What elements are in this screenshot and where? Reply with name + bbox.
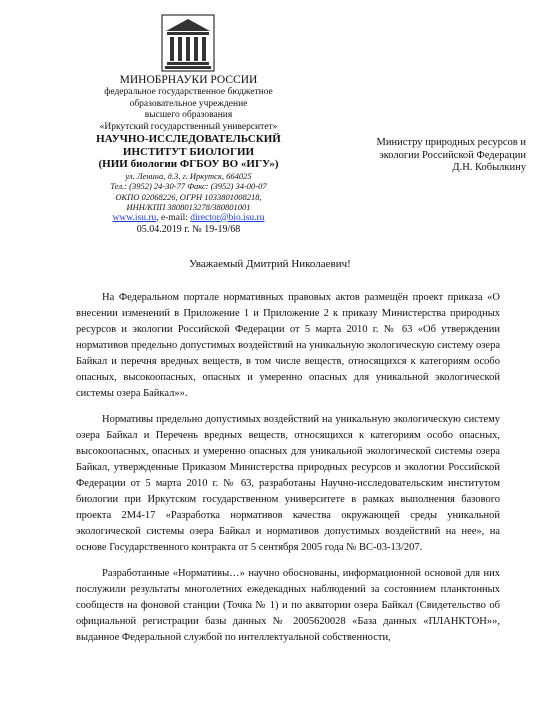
recipient-line-2: экологии Российской Федерации: [379, 149, 526, 161]
website-link[interactable]: www.isu.ru: [112, 212, 157, 223]
recipient-line-1: Министру природных ресурсов и: [376, 137, 526, 148]
institute-name-2: ИНСТИТУТ БИОЛОГИИ: [122, 145, 255, 158]
university-emblem-icon: [161, 14, 215, 72]
paragraph-2: Нормативы предельно допустимых воздействий на уникальную экологическую систему озера Байкал и Перечень вредных веществ, относящихся к категориям особо опасных, высокоопасных, опасных и умеренно опасных для уникальной экологической системы озера Байкал, утвержденные Приказом Министерства природных ресурсов и экологии Российской Федерации от 5 марта 2010 г. № 63, разработаны Научно-исследовательским институтом биологии при Иркутском государственном университете в рамках выполнения базового проекта 2М4-17 «Разработка нормативов качества окружающей среды уникальной экологической системы озера Байкал и нормативов допустимых воздействий на нее», на основе Государственного контракта от 5 сентября 2005 года № ВС-03-13/207.: [76, 414, 500, 553]
phone-fax: Тел.: (3952) 24-30-77 Факс: (3952) 34-00-07: [110, 181, 267, 191]
address: ул. Ленина, д.3, г. Иркутск, 664025: [125, 170, 252, 181]
org-line-3: высшего образования: [144, 110, 233, 120]
ministry-name: МИНОБРНАУКИ РОССИИ: [119, 74, 258, 86]
org-line-1: федеральное государственное бюджетное: [104, 87, 273, 97]
institute-abbr: (НИИ биологии ФГБОУ ВО «ИГУ»): [98, 158, 279, 170]
inn-kpp: ИНН/КПП 3808013278/380801001: [126, 202, 251, 212]
org-line-4: «Иркутский государственный университет»: [99, 121, 278, 132]
paragraph-3: Разработанные «Нормативы…» научно обоснованы, информационной основой для них послужили результаты многолетних ежедекадных наблюдений за состоянием планктонных сообществ на фоновой станции (Точка № 1) и по акватории озера Байкал (Свидетельство об официальной регистрации базы данных № 2005620028 «База данных «ПЛАНКТОН»», выданное Федеральной службой по интеллектуальной собственности,: [76, 568, 500, 643]
letter-body: [76, 290, 500, 656]
okpo-ogrn: ОКПО 02068226, ОГРН 1033801008218,: [115, 191, 262, 202]
org-line-2: образовательное учреждение: [129, 98, 248, 109]
contact-line: [76, 213, 301, 225]
recipient-name: Д.Н. Кобылкину: [452, 162, 526, 173]
email-link[interactable]: director@bio.isu.ru: [190, 212, 265, 223]
letterhead: [76, 74, 301, 236]
paragraph-1: На Федеральном портале нормативных правовых актов размещён проект приказа «О внесении изменений в Приложение 1 и Приложение 2 к приказу Министерства природных ресурсов и экологии Российской Федерации от 5 марта 2010 г. № 63 «Об утверждении нормативов предельно допустимых воздействий на уникальную экологическую систему озера Байкал и перечня вредных веществ, в том числе веществ, относящихся к категориям особо опасных, высокоопасных, опасных и умеренно опасных для уникальной экологической системы озера Байкал»».: [76, 292, 500, 399]
recipient-block: [351, 137, 526, 175]
institute-name-1: НАУЧНО-ИССЛЕДОВАТЕЛЬСКИЙ: [96, 133, 281, 145]
letter-date-number: 05.04.2019 г. № 19-19/68: [136, 224, 241, 235]
email-prefix: , e-mail:: [156, 212, 191, 223]
salutation: Уважаемый Дмитрий Николаевич!: [189, 258, 351, 270]
